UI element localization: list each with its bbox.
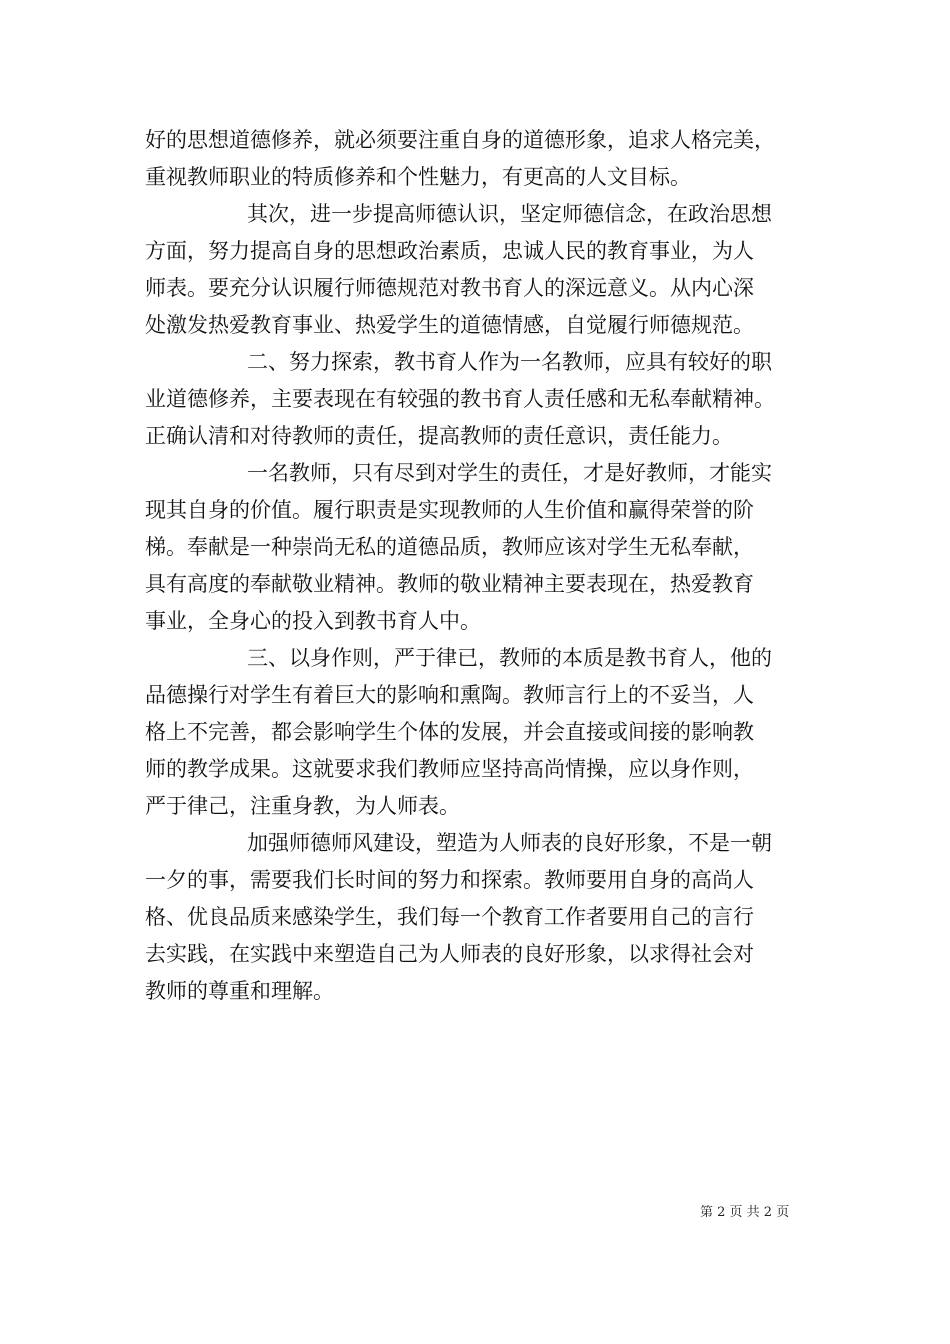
text-line: 师表。要充分认识履行师德规范对教书育人的深远意义。从内心深 — [145, 276, 754, 300]
text-line: 事业，全身心的投入到教书育人中。 — [145, 609, 481, 633]
paragraph-first-line: 三、以身作则，严于律已，教师的本质是教书育人，他的 — [247, 646, 772, 670]
paragraph-first-line: 其次，进一步提高师德认识，坚定师德信念，在政治思想 — [247, 202, 772, 226]
text-line: 品德操行对学生有着巨大的影响和熏陶。教师言行上的不妥当，人 — [145, 683, 754, 707]
paragraph-first-line: 加强师德师风建设，塑造为人师表的良好形象，不是一朝 — [247, 831, 772, 855]
text-line: 处激发热爱教育事业、热爱学生的道德情感，自觉履行师德规范。 — [145, 313, 754, 337]
text-line: 严于律己，注重身教，为人师表。 — [145, 794, 460, 818]
text-line: 师的教学成果。这就要求我们教师应坚持高尚情操，应以身作则， — [145, 757, 754, 781]
text-line: 现其自身的价值。履行职责是实现教师的人生价值和赢得荣誉的阶 — [145, 498, 754, 522]
text-line: 一夕的事，需要我们长时间的努力和探索。教师要用自身的高尚人 — [145, 868, 754, 892]
page-number: 第 2 页 共 2 页 — [700, 1205, 790, 1220]
paragraph-first-line: 一名教师，只有尽到对学生的责任，才是好教师，才能实 — [247, 461, 772, 485]
text-line: 重视教师职业的特质修养和个性魅力，有更高的人文目标。 — [145, 165, 691, 189]
text-line: 格、优良品质来感染学生，我们每一个教育工作者要用自己的言行 — [145, 905, 754, 929]
text-line: 正确认清和对待教师的责任，提高教师的责任意识，责任能力。 — [145, 424, 733, 448]
text-line: 好的思想道德修养，就必须要注重自身的道德形象，追求人格完美， — [145, 128, 775, 152]
paragraph-first-line: 二、努力探索，教书育人作为一名教师，应具有较好的职 — [247, 350, 772, 374]
text-line: 方面，努力提高自身的思想政治素质，忠诚人民的教育事业，为人 — [145, 239, 754, 263]
text-line: 梯。奉献是一种崇尚无私的道德品质，教师应该对学生无私奉献， — [145, 535, 754, 559]
text-line: 具有高度的奉献敬业精神。教师的敬业精神主要表现在，热爱教育 — [145, 572, 754, 596]
text-line: 教师的尊重和理解。 — [145, 979, 334, 1003]
text-line: 业道德修养，主要表现在有较强的教书育人责任感和无私奉献精神。 — [145, 387, 775, 411]
text-line: 去实践，在实践中来塑造自己为人师表的良好形象，以求得社会对 — [145, 942, 754, 966]
text-line: 格上不完善，都会影响学生个体的发展，并会直接或间接的影响教 — [145, 720, 754, 744]
